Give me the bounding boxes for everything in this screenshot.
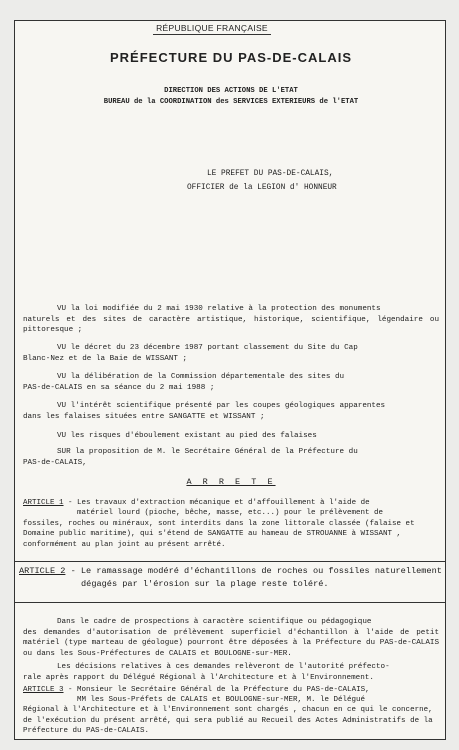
- visa-first-line: VU la délibération de la Commission départementale des sites du: [57, 373, 345, 381]
- article-3-rest: Régional à l'Architecture et à l'Environnement sont chargés , chacun en ce qui le concerne, de l'exécution du présent arrêté, qui sera publié au Recueil des Actes Administratifs de la Préfecture du PAS-de-CALAIS.: [23, 706, 433, 735]
- decisions-first-line: Les décisions relatives à ces demandes relèveront de l'autorité préfecto-: [57, 663, 390, 671]
- article-2-first-line: [19, 565, 445, 578]
- cadre-paragraph: [23, 617, 439, 659]
- article-1-text: - Les travaux d'extraction mécanique et d'affouillement à l'aide de: [63, 499, 370, 507]
- visa-rest: dans les falaises situées entre SANGATTE et WISSANT ;: [23, 412, 265, 421]
- visa-first-line: VU les risques d'éboulement existant au pied des falaises: [57, 432, 317, 440]
- article-3: [23, 685, 441, 736]
- visa-rest: PAS-de-CALAIS,: [23, 458, 87, 467]
- decisions-paragraph: [23, 662, 439, 683]
- prefet-officier: OFFICIER de la LEGION d' HONNEUR: [187, 184, 337, 192]
- visa-rest: PAS-de-CALAIS en sa séance du 2 mai 1988 ;: [23, 383, 215, 392]
- article-1-label: ARTICLE 1: [23, 499, 64, 507]
- visa-loi-1930: [23, 304, 439, 336]
- cadre-first-line: Dans le cadre de prospections à caractère scientifique ou pédagogique: [57, 618, 372, 626]
- article-1-rest: fossiles, roches ou minéraux, sont interdits dans la zone littorale classée (falaise et Domaine public maritime), qui s'étend de SANGATTE au hameau de STROUANNE à WISSANT , conformément au plan joint au présent arrêté.: [23, 519, 415, 549]
- bureau-line: BUREAU de la COORDINATION des SERVICES EXTERIEURS de l'ETAT: [103, 98, 359, 106]
- visa-rest: Blanc-Nez et de la Baie de WISSANT ;: [23, 354, 188, 363]
- prefecture-title: PRÉFECTURE DU PAS-DE-CALAIS: [110, 50, 352, 65]
- document-page: [14, 20, 446, 740]
- article-3-label: ARTICLE 3: [23, 686, 64, 694]
- visa-rest: naturels et des sites de caractère artistique, historique, scientifique, légendaire ou pittoresque ;: [23, 315, 439, 335]
- article-2-label: ARTICLE 2: [19, 566, 66, 576]
- article-3-first-line: [23, 685, 441, 695]
- visa-first-line: VU l'intérêt scientifique présenté par les coupes géologiques apparentes: [57, 402, 386, 410]
- decisions-rest: rale après rapport du Délégué Régional à l'Architecture et à l'Environnement.: [23, 673, 374, 682]
- article-2-second-line: dégagés par l'érosion sur la plage reste toléré.: [81, 579, 329, 589]
- article-2-box: [15, 561, 445, 603]
- visa-decret-1987: [23, 343, 439, 364]
- article-3-second-line: MM les Sous-Préfets de CALAIS et BOULOGNE-sur-MER, M. le Délégué: [77, 696, 366, 705]
- article-1-second-line: matériel lourd (pioche, bêche, masse, etc...) pour le prélèvement de: [77, 509, 384, 518]
- article-1: [23, 498, 441, 550]
- visa-proposition: [23, 447, 439, 468]
- visa-first-line: SUR la proposition de M. le Secrétaire Général de la Préfecture du: [57, 448, 358, 456]
- visa-deliberation: [23, 372, 439, 393]
- prefet-title: LE PREFET DU PAS-DE-CALAIS,: [207, 170, 334, 178]
- visa-first-line: VU le décret du 23 décembre 1987 portant classement du Site du Cap: [57, 344, 358, 352]
- article-2: [19, 565, 445, 591]
- visa-risques: [23, 431, 439, 442]
- article-1-first-line: [23, 498, 441, 508]
- republique-heading: RÉPUBLIQUE FRANÇAISE: [153, 23, 271, 35]
- direction-line: DIRECTION DES ACTIONS DE L'ETAT: [164, 87, 298, 95]
- visa-first-line: VU la loi modifiée du 2 mai 1930 relative à la protection des monuments: [57, 305, 381, 313]
- article-3-text: - Monsieur le Secrétaire Général de la Préfecture du PAS-de-CALAIS,: [63, 686, 370, 694]
- visa-interet-scientifique: [23, 401, 439, 422]
- arrete-heading: A R R E T E: [186, 477, 276, 487]
- article-2-text: - Le ramassage modéré d'échantillons de roches ou fossiles naturellement: [65, 566, 442, 576]
- cadre-rest: des demandes d'autorisation de prélèvement superficiel d'échantillon à l'aide de petit matériel (type marteau de géologue) pourront être déposées à la Préfecture du PAS-de-CALAIS ou dans les Sous-Préfectures de CALAIS et BOULOGNE-sur-MER.: [23, 628, 439, 658]
